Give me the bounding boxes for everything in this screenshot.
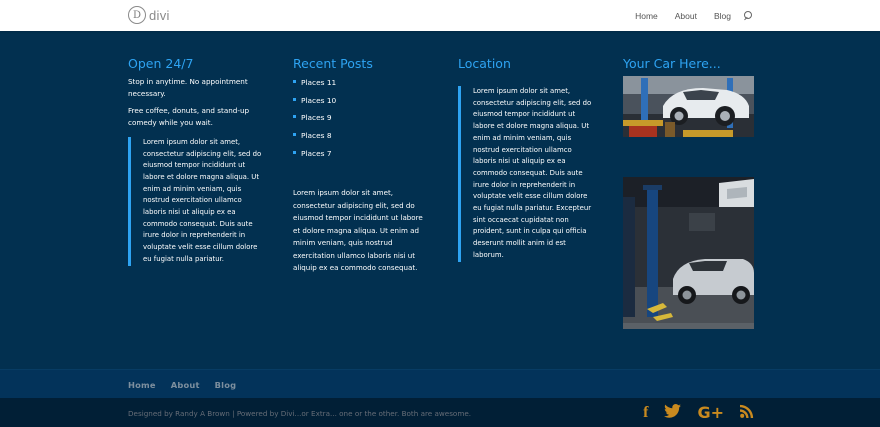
hours-intro-2: Free coffee, donuts, and stand-up comedy while you wait. xyxy=(128,106,250,128)
hours-title: Open 24/7 xyxy=(128,56,194,71)
post-link[interactable]: Places 7 xyxy=(293,147,428,165)
gallery-title: Your Car Here... xyxy=(623,56,721,71)
footer-about-link[interactable]: About xyxy=(170,379,200,390)
nav-home-link[interactable]: Home xyxy=(635,10,658,21)
recent-posts-text: Lorem ipsum dolor sit amet, consectetur adipiscing elit, sed do eiusmod tempor incididunt ut labore et dolore magna aliqua. Ut enim ad minim veniam, quis nostrud exercitation ullamco laboris nisi ut aliquip ex ea commodo consequat. xyxy=(293,188,423,273)
site-logo[interactable] xyxy=(128,5,170,25)
recent-posts-widget xyxy=(293,56,428,275)
hours-intro: Stop in anytime. No appointment necessary. xyxy=(128,77,248,98)
garage-photo-art xyxy=(623,177,754,329)
hours-blockquote xyxy=(128,137,263,266)
post-link[interactable]: Places 8 xyxy=(293,129,428,147)
garage-photo[interactable] xyxy=(623,177,754,329)
post-link[interactable]: Places 11 xyxy=(293,76,428,94)
recent-posts-title: Recent Posts xyxy=(293,56,373,71)
hours-widget xyxy=(128,56,263,266)
header xyxy=(0,0,880,31)
rss-icon[interactable] xyxy=(740,404,754,421)
recent-posts-list xyxy=(293,76,428,164)
footer-credits: Designed by Randy A Brown | Powered by Divi...or Extra... one or the other. Both are awesome. xyxy=(128,409,472,418)
footer-blog-link[interactable]: Blog xyxy=(214,379,237,390)
nav-about-link[interactable]: About xyxy=(674,10,697,21)
location-quote-text: Lorem ipsum dolor sit amet, consectetur adipiscing elit, sed do eiusmod tempor incididunt ut labore et dolore magna aliqua. Ut enim ad minim veniam, quis nostrud exercitation ullamco laboris nisi ut aliquip ex ea commodo consequat. Duis aute irure dolor in reprehenderit in voluptate velit esse cillum dolore eu fugiat nulla pariatur. Excepteur sint occaecat cupidatat non proident, sunt in culpa qui officia deserunt mollit anim id est laborum. xyxy=(473,87,592,259)
gallery-widget xyxy=(623,56,754,329)
post-link[interactable]: Places 9 xyxy=(293,111,428,129)
location-title: Location xyxy=(458,56,511,71)
main-nav xyxy=(618,0,753,31)
rss-feed-icon xyxy=(740,404,754,418)
car-lift-photo-art xyxy=(623,76,754,137)
footer-home-link[interactable]: Home xyxy=(128,379,156,390)
hours-quote-text: Lorem ipsum dolor sit amet, consectetur adipiscing elit, sed do eiusmod tempor incididunt ut labore et dolore magna aliqua. Ut enim ad minim veniam, quis nostrud exercitation ullamco laboris nisi ut aliquip ex ea commodo consequat. Duis aute irure dolor in reprehenderit in voluptate velit esse cillum dolore eu fugiat nulla pariatur. xyxy=(143,137,262,263)
nav-blog-link[interactable]: Blog xyxy=(713,10,731,21)
footer-nav xyxy=(0,369,880,398)
car-lift-photo[interactable] xyxy=(623,76,754,137)
footer-links xyxy=(128,370,251,399)
twitter-icon[interactable] xyxy=(664,404,681,421)
social-links xyxy=(627,398,754,427)
google-plus-icon[interactable]: G+ xyxy=(697,402,724,422)
bottom-bar xyxy=(0,398,880,427)
logo-mark-icon: D xyxy=(128,6,146,24)
twitter-bird-icon xyxy=(664,404,681,418)
location-blockquote xyxy=(458,86,593,262)
search-icon[interactable] xyxy=(743,11,753,21)
logo-text: divi xyxy=(149,7,170,23)
facebook-icon[interactable]: f xyxy=(643,403,649,421)
location-widget xyxy=(458,56,593,262)
post-link[interactable]: Places 10 xyxy=(293,94,428,112)
